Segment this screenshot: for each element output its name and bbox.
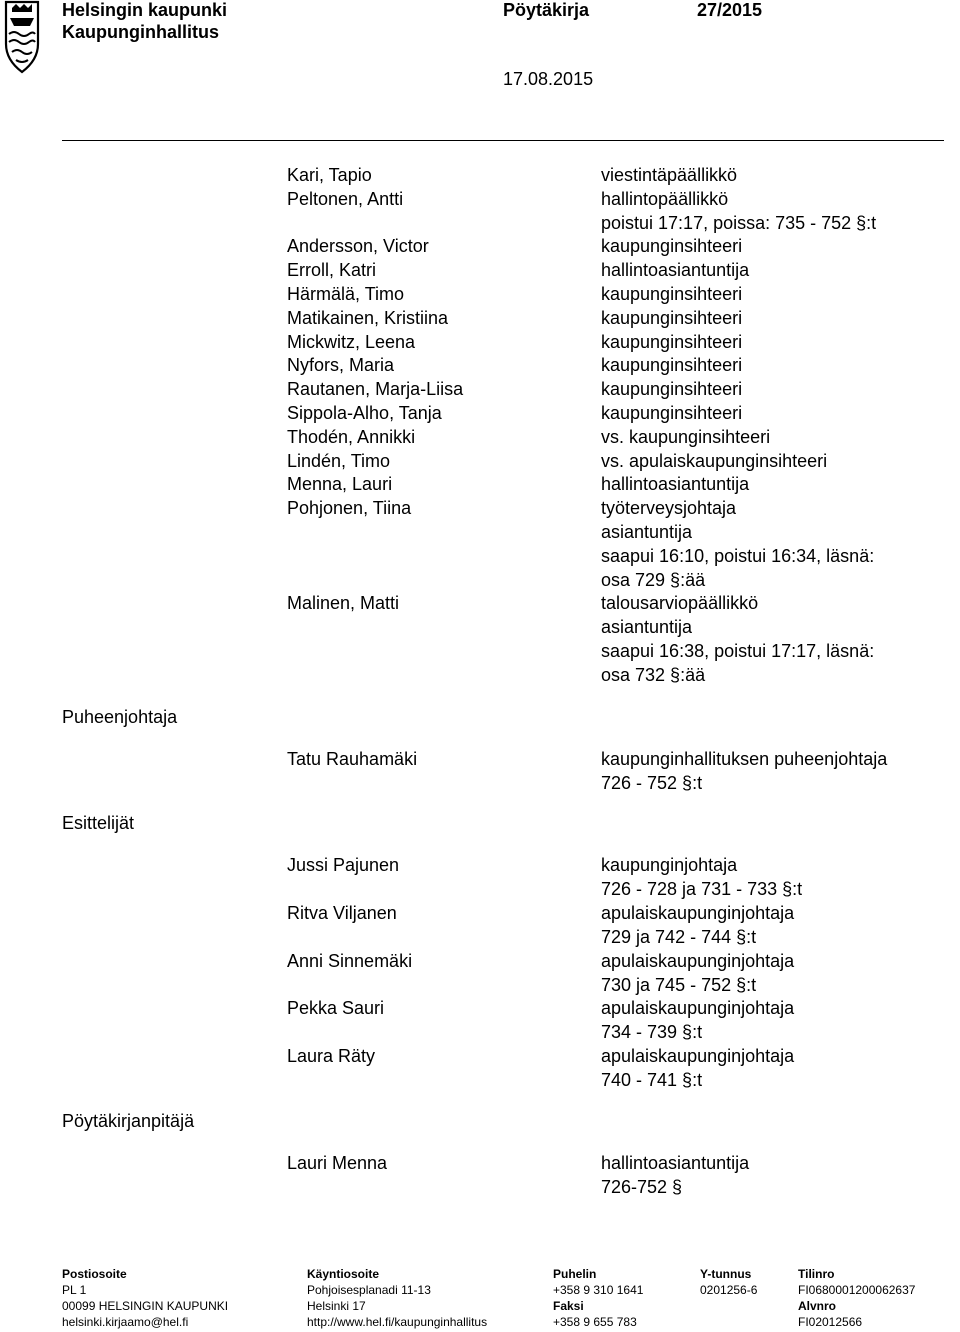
footer-visiting-heading: Käyntiosoite <box>307 1267 380 1281</box>
attendee-role: viestintäpäällikkö <box>601 165 738 185</box>
attendee-name: Malinen, Matti <box>287 593 400 614</box>
attendee-role: vs. kaupunginsihteeri <box>601 426 771 447</box>
chair-detail: 726 - 752 §:t <box>601 773 703 793</box>
attendee-name: Matikainen, Kristiina <box>287 307 449 328</box>
chair-role: kaupunginhallituksen puheenjohtaja <box>601 749 888 769</box>
presenter-role: apulaiskaupunginjohtaja <box>601 951 795 971</box>
footer-postal-line: 00099 HELSINGIN KAUPUNKI <box>62 1299 229 1313</box>
secretary-role: hallintoasiantuntija <box>601 1153 750 1173</box>
attendee-name: Peltonen, Antti <box>287 188 404 209</box>
footer-phone-heading: Puhelin <box>553 1267 597 1281</box>
presenter-role: apulaiskaupunginjohtaja <box>601 1046 795 1066</box>
attendee-role: kaupunginsihteeri <box>601 331 743 352</box>
attendee-name <box>287 212 463 236</box>
attendee-name: Härmälä, Timo <box>287 283 405 304</box>
attendee-role: asiantuntija <box>601 617 693 638</box>
attendee-names <box>287 164 463 688</box>
attendee-role: työterveysjohtaja <box>601 498 737 519</box>
header-divider <box>62 140 944 141</box>
footer-vat-number: FI02012566 <box>798 1315 863 1329</box>
attendee-role: kaupunginsihteeri <box>601 236 743 257</box>
attendee-name <box>287 569 463 593</box>
footer-postal-heading: Postiosoite <box>62 1267 127 1281</box>
attendee-role: poistui 17:17, poissa: 735 - 752 §:t <box>601 212 877 233</box>
document-type: Pöytäkirja <box>503 0 590 20</box>
presenter-name: Jussi Pajunen <box>287 855 400 875</box>
footer-phone <box>553 1266 643 1330</box>
footer-business-id <box>700 1266 757 1298</box>
footer-postal-line: PL 1 <box>62 1283 87 1297</box>
footer-phone-number: +358 9 310 1641 <box>553 1283 644 1297</box>
attendee-role: hallintopäällikkö <box>601 188 729 209</box>
presenter-name: Pekka Sauri <box>287 998 385 1018</box>
attendee-role: kaupunginsihteeri <box>601 307 743 328</box>
attendee-role: hallintoasiantuntija <box>601 474 750 495</box>
helsinki-crest-logo <box>0 0 44 78</box>
attendee-name: Pohjonen, Tiina <box>287 498 412 519</box>
document-number: 27/2015 <box>697 0 763 20</box>
footer-vat-heading: Alvnro <box>798 1299 837 1313</box>
attendee-name: Andersson, Victor <box>287 236 429 257</box>
presenter-detail: 726 - 728 ja 731 - 733 §:t <box>601 879 803 899</box>
footer-visiting <box>307 1266 487 1330</box>
organization-name: Helsingin kaupunki <box>62 0 228 20</box>
body-name: Kaupunginhallitus <box>62 22 219 42</box>
attendee-role: kaupunginsihteeri <box>601 379 743 400</box>
presenter-role: kaupunginjohtaja <box>601 855 738 875</box>
footer-account-heading: Tilinro <box>798 1267 835 1281</box>
footer-visiting-line: Helsinki 17 <box>307 1299 366 1313</box>
footer-business-id-value: 0201256-6 <box>700 1283 758 1297</box>
footer-business-id-heading: Y-tunnus <box>700 1267 752 1281</box>
footer-account-number: FI0680001200062637 <box>798 1283 916 1297</box>
presenter-detail: 729 ja 742 - 744 §:t <box>601 927 757 947</box>
footer-fax-number: +358 9 655 783 <box>553 1315 637 1329</box>
attendee-role: kaupunginsihteeri <box>601 283 743 304</box>
attendee-roles <box>601 164 876 688</box>
attendee-role: hallintoasiantuntija <box>601 260 750 281</box>
presenter-name: Anni Sinnemäki <box>287 951 413 971</box>
attendee-name <box>287 616 463 640</box>
attendee-role: kaupunginsihteeri <box>601 402 743 423</box>
presenter-name: Ritva Viljanen <box>287 903 397 923</box>
attendee-name: Lindén, Timo <box>287 450 391 471</box>
attendee-name: Thodén, Annikki <box>287 426 416 447</box>
attendee-name: Erroll, Katri <box>287 260 377 281</box>
footer-fax-heading: Faksi <box>553 1299 584 1313</box>
attendee-name <box>287 521 463 545</box>
attendee-name: Nyfors, Maria <box>287 355 395 376</box>
footer-email-link[interactable]: helsinki.kirjaamo@hel.fi <box>62 1315 189 1329</box>
attendee-name: Kari, Tapio <box>287 165 372 185</box>
attendee-name: Rautanen, Marja-Liisa <box>287 379 464 400</box>
attendee-role: saapui 16:10, poistui 16:34, läsnä: <box>601 545 875 566</box>
attendee-name <box>287 545 463 569</box>
section-label-chair: Puheenjohtaja <box>62 707 178 727</box>
attendee-role: vs. apulaiskaupunginsihteeri <box>601 450 828 471</box>
presenter-detail: 734 - 739 §:t <box>601 1022 703 1042</box>
presenter-name: Laura Räty <box>287 1046 376 1066</box>
document-date: 17.08.2015 <box>503 69 594 89</box>
attendee-name: Menna, Lauri <box>287 474 393 495</box>
secretary-name: Lauri Menna <box>287 1153 388 1173</box>
secretary-detail: 726-752 § <box>601 1177 683 1197</box>
chair-name: Tatu Rauhamäki <box>287 749 418 769</box>
presenter-detail: 730 ja 745 - 752 §:t <box>601 975 757 995</box>
presenter-role: apulaiskaupunginjohtaja <box>601 998 795 1018</box>
footer-account <box>798 1266 915 1330</box>
attendee-role: osa 732 §:ää <box>601 664 706 685</box>
footer-website-link[interactable]: http://www.hel.fi/kaupunginhallitus <box>307 1315 488 1329</box>
attendee-role: kaupunginsihteeri <box>601 355 743 376</box>
attendee-role: saapui 16:38, poistui 17:17, läsnä: <box>601 640 875 661</box>
attendee-role: talousarviopäällikkö <box>601 593 759 614</box>
attendee-name: Sippola-Alho, Tanja <box>287 402 442 423</box>
attendee-role: asiantuntija <box>601 521 693 542</box>
section-label-secretary: Pöytäkirjanpitäjä <box>62 1111 195 1131</box>
footer-visiting-line: Pohjoisesplanadi 11-13 <box>307 1283 431 1297</box>
attendee-name <box>287 640 463 664</box>
section-label-presenters: Esittelijät <box>62 813 135 833</box>
presenter-role: apulaiskaupunginjohtaja <box>601 903 795 923</box>
attendee-name: Mickwitz, Leena <box>287 331 416 352</box>
attendee-name <box>287 664 463 688</box>
footer-postal <box>62 1266 228 1330</box>
presenter-detail: 740 - 741 §:t <box>601 1070 703 1090</box>
attendee-role: osa 729 §:ää <box>601 569 706 590</box>
